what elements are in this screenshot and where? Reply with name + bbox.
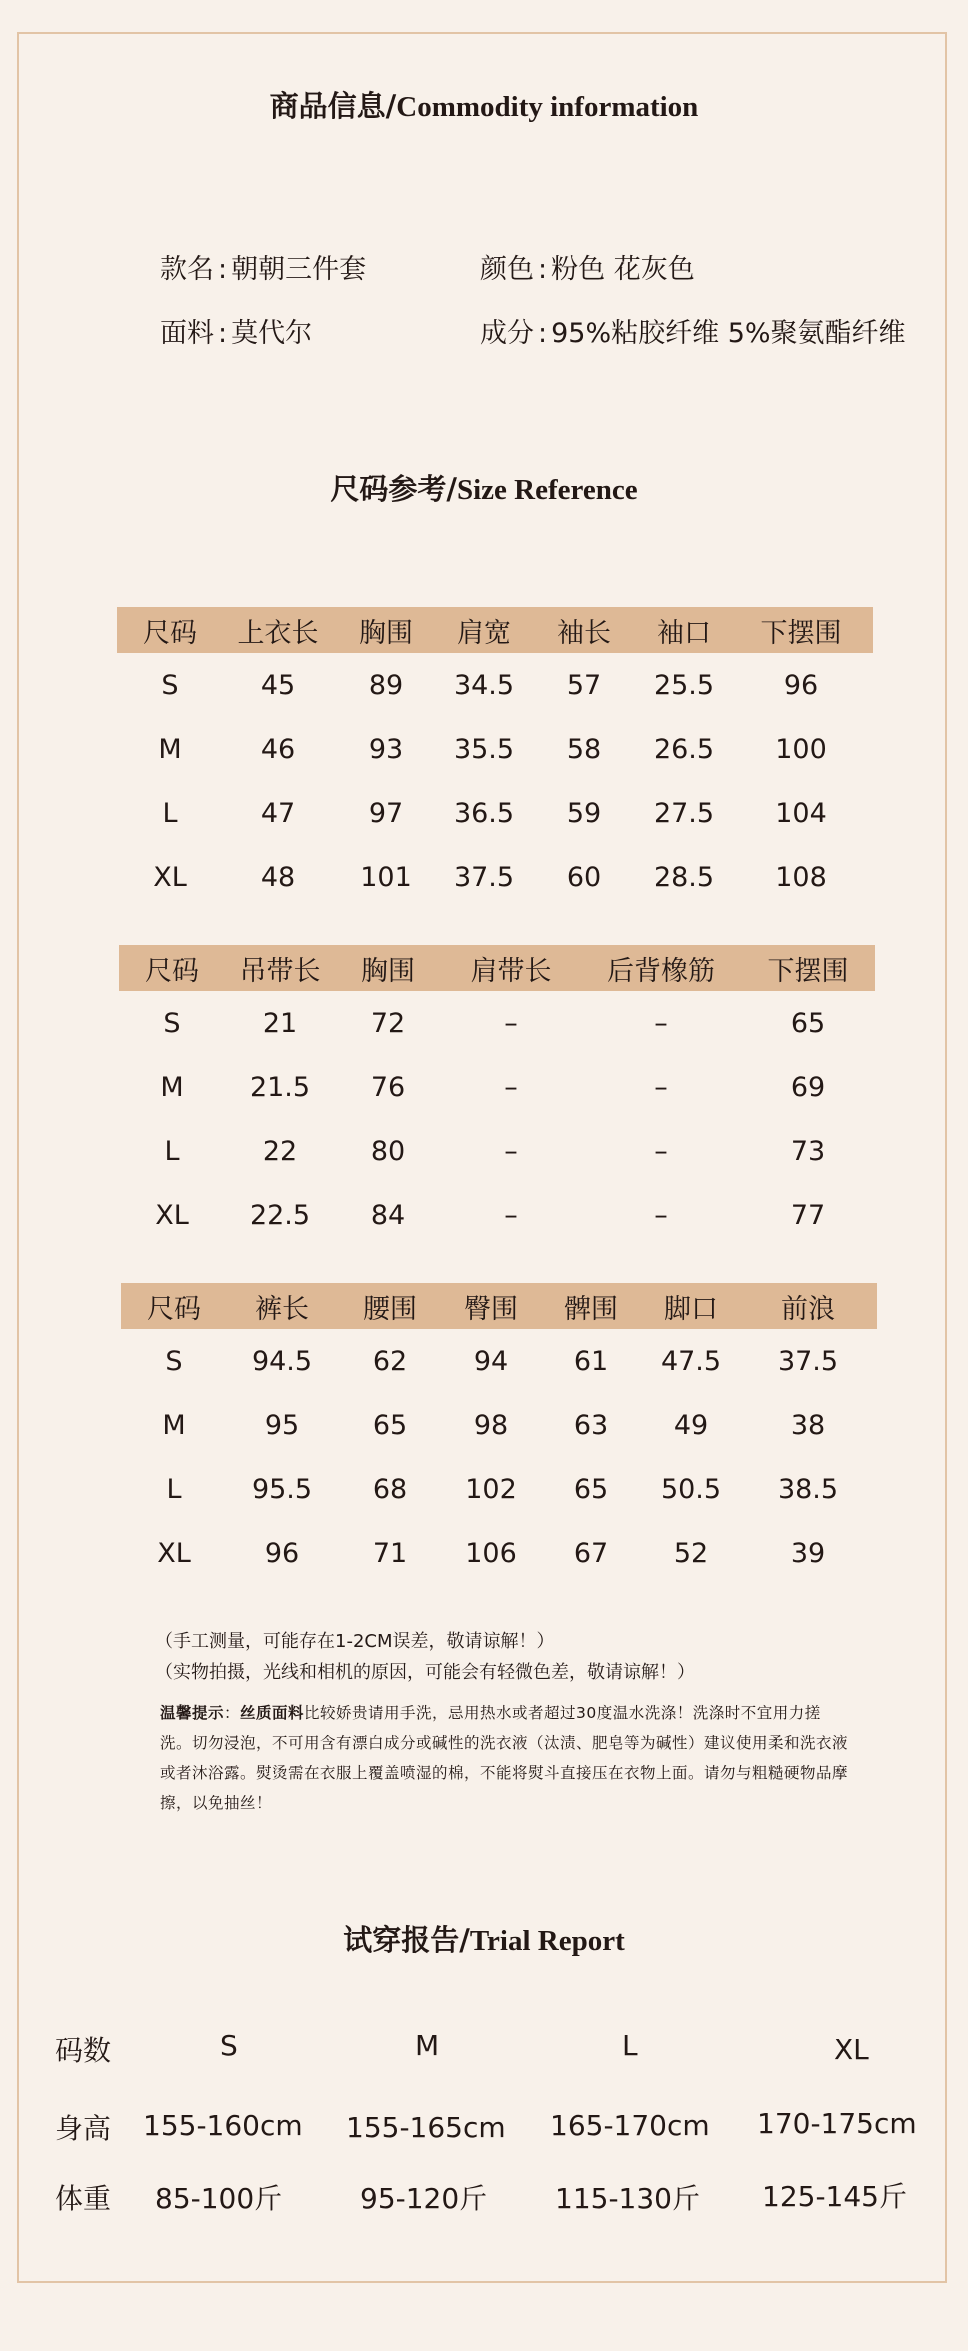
trial-weight-label: 体重 <box>55 2182 112 2215</box>
table-cell: – <box>654 1199 668 1231</box>
table-cell: 72 <box>370 1007 406 1039</box>
table-row <box>119 1183 875 1247</box>
table-cell: 38 <box>790 1409 826 1441</box>
table-cell: 48 <box>260 861 296 893</box>
table-cell: 21 <box>262 1007 298 1039</box>
header-cell: 臀围 <box>464 1293 518 1325</box>
table-cell: 76 <box>370 1071 406 1103</box>
header-cell: 腰围 <box>363 1293 417 1325</box>
table-cell: 35.5 <box>453 733 515 765</box>
table-cell: – <box>654 1007 668 1039</box>
table-row <box>117 717 873 781</box>
table-header-row <box>121 1283 877 1329</box>
table-cell: M <box>160 1071 184 1103</box>
table-cell: 47.5 <box>660 1345 722 1377</box>
table-cell: M <box>158 733 182 765</box>
table-cell: 94.5 <box>251 1345 313 1377</box>
table-cell: 39 <box>790 1537 826 1569</box>
color-row: 颜色 : 粉色 花灰色 <box>480 254 695 285</box>
color-value: 粉色 花灰色 <box>551 254 695 285</box>
header-cell: 胸围 <box>359 617 413 649</box>
table-cell: 93 <box>368 733 404 765</box>
size-table-camisole <box>119 945 875 1247</box>
header-cell: 袖长 <box>557 617 611 649</box>
header-cell: 髀围 <box>564 1293 618 1325</box>
header-cell: 脚口 <box>664 1293 718 1325</box>
table-cell: L <box>162 797 178 829</box>
table-cell: 98 <box>473 1409 509 1441</box>
table-cell: 37.5 <box>453 861 515 893</box>
table-row <box>117 781 873 845</box>
table-header-row <box>117 607 873 653</box>
table-row <box>121 1393 877 1457</box>
care-label: 温馨提示 <box>160 1704 225 1722</box>
photo-note: （实物拍摄，光线和相机的原因，可能会有轻微色差，敬请谅解！） <box>155 1662 695 1683</box>
trial-weight-l: 115-130斤 <box>555 2182 700 2215</box>
table-row <box>117 653 873 717</box>
table-cell: – <box>654 1071 668 1103</box>
trial-height-xl: 170-175cm <box>757 2107 917 2140</box>
style-row: 款名 : 朝朝三件套 <box>160 254 367 285</box>
table-cell: – <box>504 1071 518 1103</box>
header-cell: 后背橡筋 <box>607 955 715 987</box>
measure-note: （手工测量，可能存在1-2CM误差，敬请谅解！） <box>155 1631 555 1652</box>
table-cell: 46 <box>260 733 296 765</box>
header-cell: 下摆围 <box>767 955 849 987</box>
care-text: 比较娇贵请用手洗，忌用热水或者超过30度温水洗涤！洗涤时不宜用力搓洗。切勿浸泡，不可用含有漂白成分或碱性的洗衣液（汰渍、肥皂等为碱性）建议使用柔和洗衣液或者沐浴露。熨烫需在衣服上覆盖喷湿的棉，不能将熨斗直接压在衣物上面。请勿与粗糙硬物品摩擦，以免抽丝！ <box>160 1704 849 1812</box>
table-cell: 100 <box>775 733 827 765</box>
header-cell: 裤长 <box>255 1293 309 1325</box>
trial-weight-xl: 125-145斤 <box>762 2180 907 2213</box>
table-cell: 71 <box>372 1537 408 1569</box>
table-cell: 95 <box>264 1409 300 1441</box>
table-cell: 34.5 <box>453 669 515 701</box>
table-cell: – <box>654 1135 668 1167</box>
table-cell: 73 <box>790 1135 826 1167</box>
table-cell: L <box>164 1135 180 1167</box>
table-cell: 45 <box>260 669 296 701</box>
table-cell: 65 <box>573 1473 609 1505</box>
table-cell: S <box>161 669 179 701</box>
trial-size-l: L <box>622 2029 638 2062</box>
table-row <box>117 845 873 909</box>
size-table-pants <box>121 1283 877 1585</box>
table-cell: 22.5 <box>249 1199 311 1231</box>
table-cell: – <box>504 1135 518 1167</box>
table-cell: 62 <box>372 1345 408 1377</box>
trial-height-l: 165-170cm <box>550 2109 710 2142</box>
trial-size-label: 码数 <box>55 2034 112 2067</box>
header-cell: 袖口 <box>657 617 711 649</box>
table-cell: 57 <box>566 669 602 701</box>
table-cell: 59 <box>566 797 602 829</box>
table-cell: 65 <box>790 1007 826 1039</box>
trial-height-label: 身高 <box>55 2112 112 2145</box>
header-cell: 尺码 <box>145 955 199 987</box>
table-cell: 21.5 <box>249 1071 311 1103</box>
trial-weight-m: 95-120斤 <box>360 2182 488 2215</box>
table-row <box>121 1329 877 1393</box>
trial-size-s: S <box>220 2029 238 2062</box>
table-cell: XL <box>155 1199 189 1231</box>
trial-size-m: M <box>415 2029 440 2062</box>
table-cell: 65 <box>372 1409 408 1441</box>
table-cell: 96 <box>264 1537 300 1569</box>
table-cell: 28.5 <box>653 861 715 893</box>
table-cell: 61 <box>573 1345 609 1377</box>
table-cell: 89 <box>368 669 404 701</box>
table-cell: 94 <box>473 1345 509 1377</box>
table-cell: 37.5 <box>777 1345 839 1377</box>
table-cell: 68 <box>372 1473 408 1505</box>
table-cell: 106 <box>465 1537 517 1569</box>
header-cell: 肩宽 <box>457 617 511 649</box>
table-cell: 36.5 <box>453 797 515 829</box>
table-cell: 25.5 <box>653 669 715 701</box>
table-cell: 60 <box>566 861 602 893</box>
composition-label: 成分 <box>480 318 534 349</box>
table-cell: 67 <box>573 1537 609 1569</box>
trial-weight-s: 85-100斤 <box>155 2182 283 2215</box>
table-cell: 50.5 <box>660 1473 722 1505</box>
fabric-value: 莫代尔 <box>231 318 313 349</box>
table-cell: 69 <box>790 1071 826 1103</box>
table-cell: 104 <box>775 797 827 829</box>
size-reference-title: 尺码参考/Size Reference <box>330 472 638 506</box>
table-cell: L <box>166 1473 182 1505</box>
fabric-label: 面料 <box>160 318 214 349</box>
table-cell: S <box>165 1345 183 1377</box>
commodity-title: 商品信息/Commodity information <box>269 89 699 123</box>
table-cell: 97 <box>368 797 404 829</box>
size-table-top <box>117 607 873 909</box>
table-cell: XL <box>157 1537 191 1569</box>
header-cell: 尺码 <box>147 1293 201 1325</box>
trial-report-title: 试穿报告/Trial Report <box>343 1923 625 1957</box>
header-cell: 肩带长 <box>470 955 552 987</box>
table-cell: – <box>504 1007 518 1039</box>
table-cell: 108 <box>775 861 827 893</box>
table-cell: M <box>162 1409 186 1441</box>
table-cell: 77 <box>790 1199 826 1231</box>
table-cell: 95.5 <box>251 1473 313 1505</box>
composition-value: 95%粘胶纤维 5%聚氨酯纤维 <box>551 318 906 349</box>
trial-height-m: 155-165cm <box>346 2111 506 2144</box>
table-cell: 80 <box>370 1135 406 1167</box>
table-cell: XL <box>153 861 187 893</box>
table-cell: 38.5 <box>777 1473 839 1505</box>
table-cell: S <box>163 1007 181 1039</box>
header-cell: 吊带长 <box>239 955 321 987</box>
table-cell: 58 <box>566 733 602 765</box>
table-cell: 101 <box>360 861 412 893</box>
style-value: 朝朝三件套 <box>231 254 367 285</box>
table-cell: – <box>504 1199 518 1231</box>
table-row <box>121 1457 877 1521</box>
fabric-row: 面料 : 莫代尔 <box>160 318 313 349</box>
style-label: 款名 <box>160 254 214 285</box>
care-bold-word: 丝质面料 <box>240 1704 305 1722</box>
table-row <box>119 1055 875 1119</box>
table-cell: 63 <box>573 1409 609 1441</box>
header-cell: 前浪 <box>781 1293 835 1325</box>
care-instructions: 温馨提示：丝质面料比较娇贵请用手洗，忌用热水或者超过30度温水洗涤！洗涤时不宜用力搓洗。切勿浸泡，不可用含有漂白成分或碱性的洗衣液（汰渍、肥皂等为碱性）建议使用柔和洗衣液或者沐浴露。熨烫需在衣服上覆盖喷湿的棉，不能将熨斗直接压在衣物上面。请勿与粗糙硬物品摩擦，以免抽丝！ <box>160 1704 849 1812</box>
table-row <box>119 1119 875 1183</box>
table-cell: 26.5 <box>653 733 715 765</box>
composition-row: 成分 : 95%粘胶纤维 5%聚氨酯纤维 <box>480 318 906 349</box>
table-cell: 27.5 <box>653 797 715 829</box>
header-cell: 尺码 <box>143 617 197 649</box>
table-cell: 102 <box>465 1473 517 1505</box>
trial-size-xl: XL <box>834 2033 869 2066</box>
table-cell: 96 <box>783 669 819 701</box>
header-cell: 下摆围 <box>760 617 842 649</box>
header-cell: 胸围 <box>361 955 415 987</box>
table-row <box>119 991 875 1055</box>
table-cell: 22 <box>262 1135 298 1167</box>
trial-height-s: 155-160cm <box>143 2109 303 2142</box>
table-cell: 49 <box>673 1409 709 1441</box>
table-row <box>121 1521 877 1585</box>
table-cell: 84 <box>370 1199 406 1231</box>
color-label: 颜色 <box>480 254 534 285</box>
table-cell: 47 <box>260 797 296 829</box>
table-header-row <box>119 945 875 991</box>
table-cell: 52 <box>673 1537 709 1569</box>
header-cell: 上衣长 <box>237 617 319 649</box>
